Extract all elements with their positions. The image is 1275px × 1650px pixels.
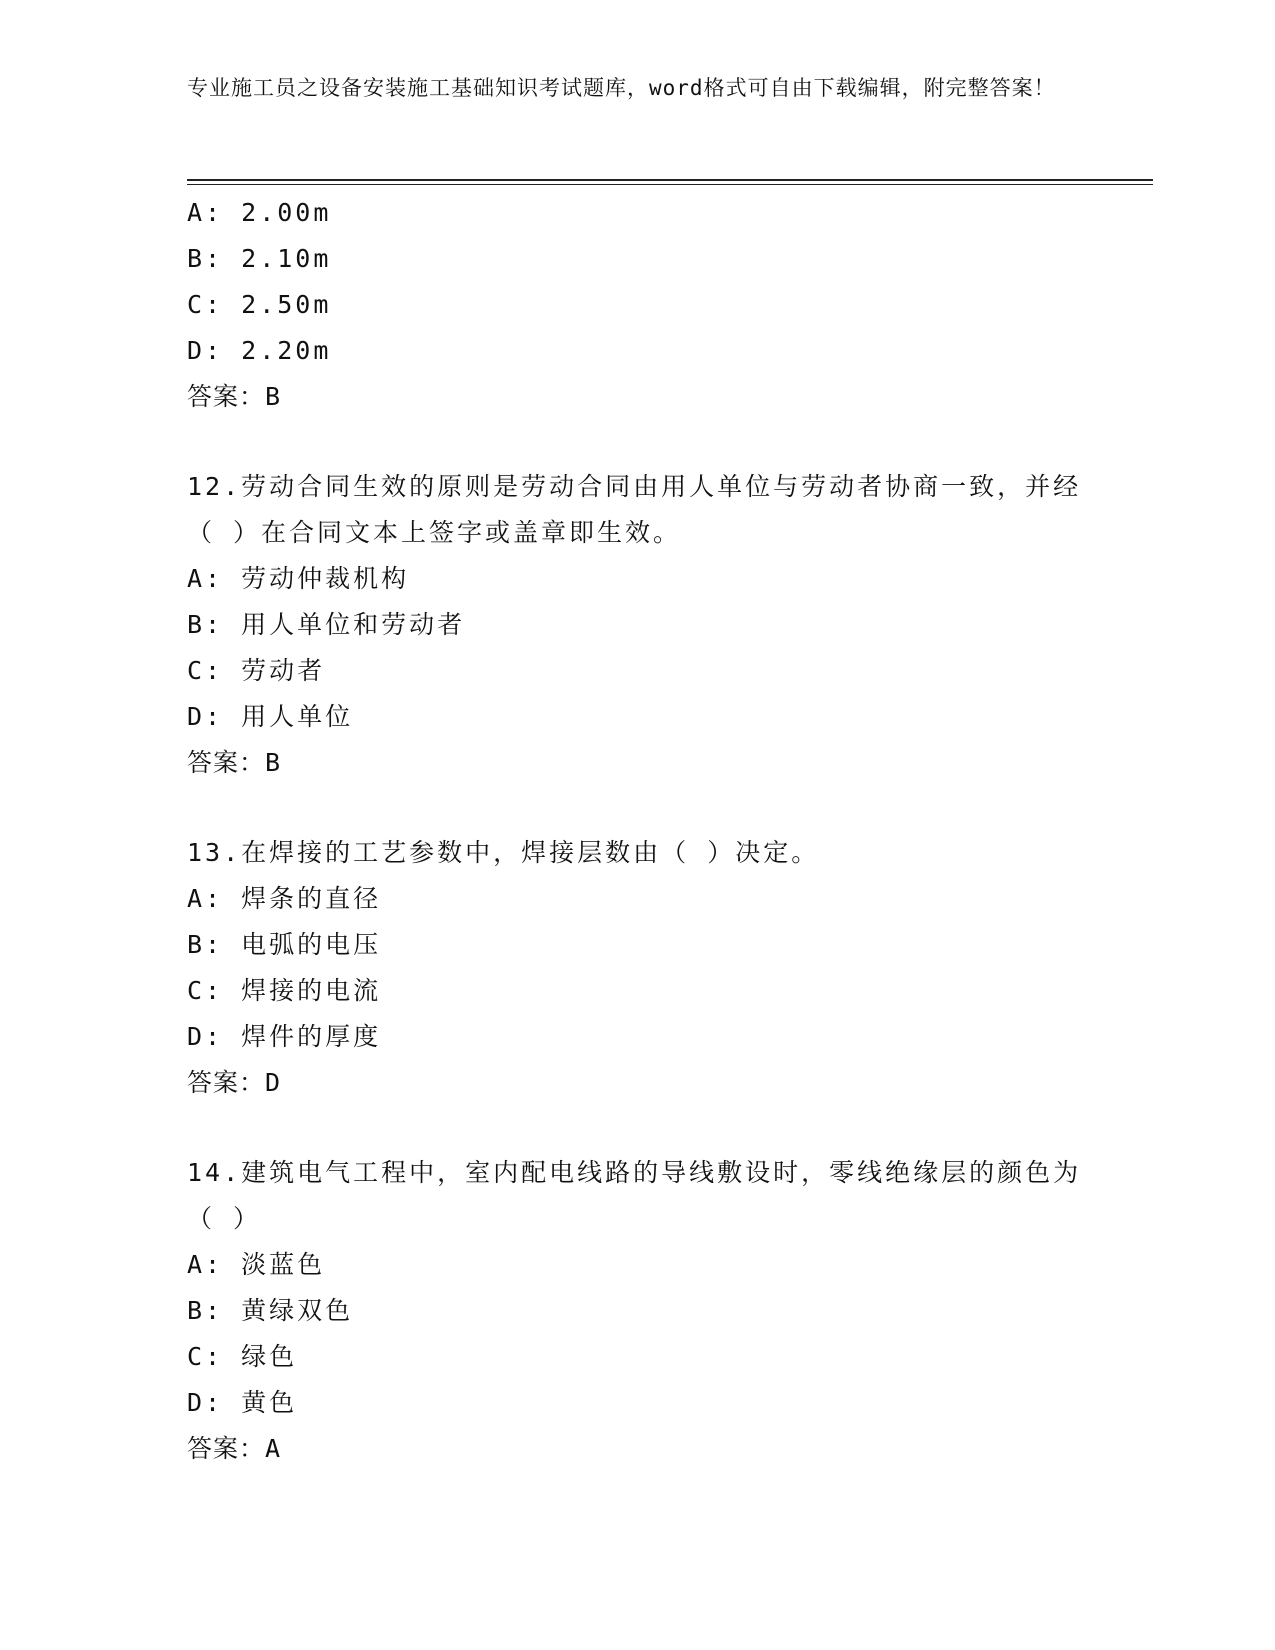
question-text: 13.在焊接的工艺参数中，焊接层数由（ ）决定。	[187, 838, 820, 867]
option-a: A: 劳动仲裁机构	[187, 564, 410, 593]
option-b: B: 2.10m	[187, 244, 332, 273]
document-body	[187, 190, 1087, 1472]
option-b: B: 用人单位和劳动者	[187, 610, 466, 639]
question-block-11-partial	[187, 190, 1087, 420]
question-block-13	[187, 830, 1087, 1106]
answer-line: 答案：B	[187, 748, 282, 777]
option-c: C: 焊接的电流	[187, 976, 382, 1005]
option-d: D: 焊件的厚度	[187, 1022, 382, 1051]
option-d: D: 用人单位	[187, 702, 354, 731]
option-d: D: 黄色	[187, 1388, 298, 1417]
option-d: D: 2.20m	[187, 336, 332, 365]
option-c: C: 2.50m	[187, 290, 332, 319]
option-a: A: 2.00m	[187, 198, 332, 227]
option-b: B: 黄绿双色	[187, 1296, 354, 1325]
header-rule-thin	[187, 184, 1153, 185]
option-c: C: 劳动者	[187, 656, 326, 685]
question-text: 14.建筑电气工程中，室内配电线路的导线敷设时，零线绝缘层的颜色为（ ）	[187, 1158, 1082, 1233]
answer-line: 答案：A	[187, 1434, 282, 1463]
option-b: B: 电弧的电压	[187, 930, 382, 959]
answer-line: 答案：D	[187, 1068, 282, 1097]
question-block-12	[187, 464, 1087, 786]
option-c: C: 绿色	[187, 1342, 298, 1371]
header-rule-thick	[187, 179, 1153, 181]
document-header: 专业施工员之设备安装施工基础知识考试题库，word格式可自由下载编辑，附完整答案！	[187, 76, 1056, 100]
question-block-14	[187, 1150, 1087, 1472]
option-a: A: 焊条的直径	[187, 884, 382, 913]
option-a: A: 淡蓝色	[187, 1250, 326, 1279]
answer-line: 答案：B	[187, 382, 282, 411]
question-text: 12.劳动合同生效的原则是劳动合同由用人单位与劳动者协商一致，并经（ ）在合同文本上签字或盖章即生效。	[187, 472, 1082, 547]
